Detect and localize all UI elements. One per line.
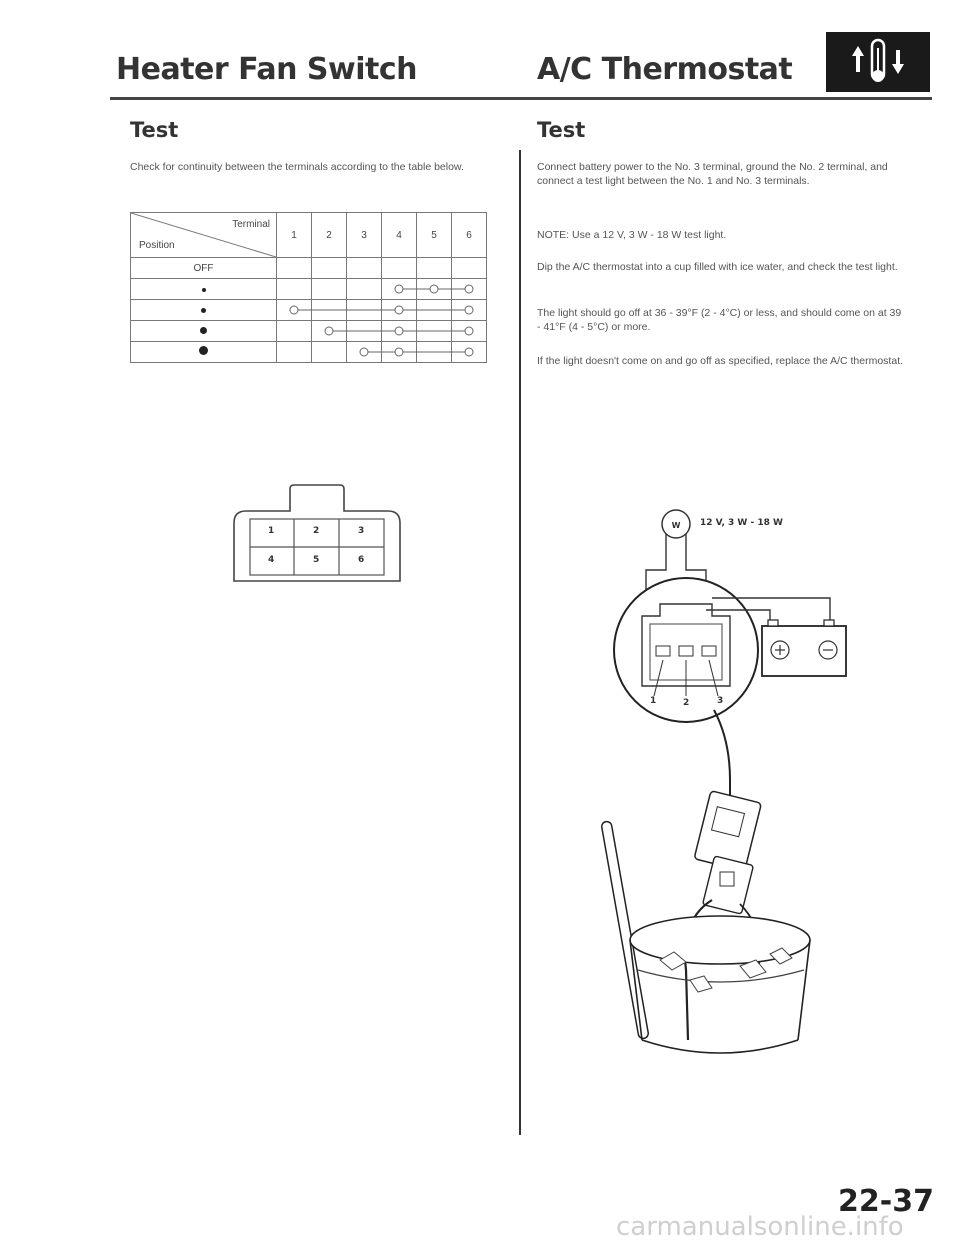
table-row (131, 321, 487, 342)
right-paragraph-3: The light should go off at 36 - 39°F (2 - 4°C) or less, and should come on at 39 - 41°F (4 - 5°C) or more. (537, 307, 902, 333)
terminal-header-3: 3 (347, 213, 382, 258)
speed-dot-1 (202, 288, 206, 292)
right-paragraph-2: Dip the A/C thermostat into a cup filled with ice water, and check the test light. (537, 261, 898, 273)
position-cell (131, 342, 277, 363)
page-number: 22-37 (838, 1184, 934, 1219)
table-row (131, 279, 487, 300)
table-row (131, 342, 487, 363)
continuity-table (130, 212, 487, 363)
right-section-heading: Test (537, 118, 586, 142)
position-cell (131, 279, 277, 300)
position-cell (131, 321, 277, 342)
terminal-header-2: 2 (312, 213, 347, 258)
connector-pin-1: 1 (268, 526, 275, 536)
table-corner-cell (131, 213, 277, 258)
terminal-header-6: 6 (452, 213, 487, 258)
terminal-label-3: 3 (717, 696, 724, 706)
position-cell (131, 300, 277, 321)
terminal-header-1: 1 (277, 213, 312, 258)
header-rule (110, 97, 932, 100)
svg-text:W: W (671, 521, 681, 530)
thermostat-up-down-icon (826, 32, 930, 92)
speed-dot-2 (201, 308, 206, 313)
connector-pin-5: 5 (313, 555, 320, 565)
column-divider (519, 150, 521, 1135)
right-note: NOTE: Use a 12 V, 3 W - 18 W test light. (537, 229, 727, 241)
terminal-header-5: 5 (417, 213, 452, 258)
speed-dot-3 (200, 327, 207, 334)
connector-pin-3: 3 (358, 526, 365, 536)
connector-pin-4: 4 (268, 555, 275, 565)
table-row (131, 300, 487, 321)
terminal-header-4: 4 (382, 213, 417, 258)
right-title: A/C Thermostat (537, 52, 793, 87)
left-section-heading: Test (130, 118, 179, 142)
left-intro-text: Check for continuity between the terminals according to the table below. (130, 161, 464, 173)
connector-pin-6: 6 (358, 555, 365, 565)
thermostat-test-figure (590, 500, 870, 1070)
right-paragraph-4: If the light doesn't come on and go off as specified, replace the A/C thermostat. (537, 355, 904, 367)
corner-terminal-label: Terminal (232, 219, 270, 230)
terminal-label-2: 2 (683, 698, 690, 708)
right-paragraph-1: Connect battery power to the No. 3 terminal, ground the No. 2 terminal, and connect a test light between the No. 1 and No. 3 terminals. (537, 161, 888, 187)
speed-dot-4 (199, 346, 208, 355)
connector-pin-2: 2 (313, 526, 320, 536)
terminal-label-1: 1 (650, 696, 657, 706)
position-cell: OFF (131, 258, 277, 279)
lamp-rating-label: 12 V, 3 W - 18 W (700, 518, 783, 528)
connector-diagram (232, 483, 402, 583)
footer-watermark: carmanualsonline.info (616, 1212, 904, 1242)
left-title: Heater Fan Switch (116, 52, 417, 87)
table-row (131, 258, 487, 279)
corner-position-label: Position (139, 240, 175, 251)
